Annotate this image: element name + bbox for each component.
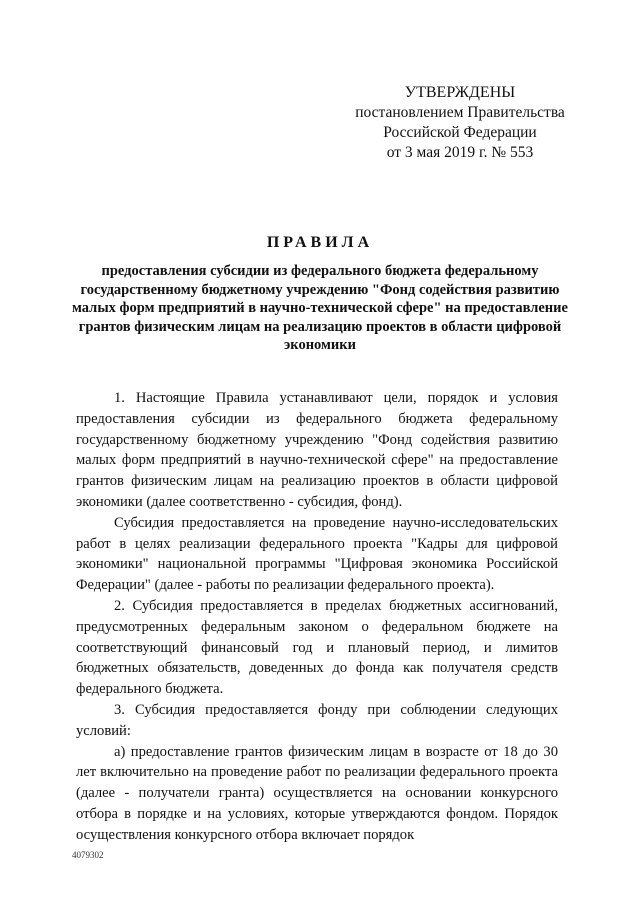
approval-line-1: постановлением Правительства: [355, 104, 565, 121]
paragraph-4: 3. Субсидия предоставляется фонду при соблюдении следующих условий:: [76, 701, 558, 739]
document-number: 4079302: [72, 850, 104, 860]
document-subtitle: предоставления субсидии из федерального бюджета федеральному государственному бюджетному учреждению "Фонд содействия развитию малых форм предприятий в научно-технической сфере" на предоставление грантов физическим лицам на реализацию проектов в области цифровой экономики: [72, 263, 568, 354]
approval-heading: УТВЕРЖДЕНЫ: [404, 84, 516, 101]
document-body: [76, 388, 558, 846]
document-title: ПРАВИЛА: [266, 234, 374, 251]
approval-line-2: Российской Федерации: [383, 124, 537, 141]
paragraph-5: а) предоставление грантов физическим лицам в возрасте от 18 до 30 лет включительно на проведение работ по реализации федерального проекта (далее - получатели гранта) осуществляется на основании конкурсного отбора в порядке и на условиях, которые утверждаются фондом. Порядок осуществления конкурсного отбора включает порядок: [76, 743, 558, 843]
approval-block: [330, 83, 590, 163]
paragraph-1: 1. Настоящие Правила устанавливают цели, порядок и условия предоставления субсидии из федерального бюджета федеральному государственному бюджетному учреждению "Фонд содействия развитию малых форм предприятий в научно-технической сфере" на предоставление грантов физическим лицам на реализацию проектов в области цифровой экономики (далее соответственно - субсидия, фонд).: [76, 390, 558, 510]
paragraph-3: 2. Субсидия предоставляется в пределах бюджетных ассигнований, предусмотренных федеральным законом о федеральном бюджете на соответствующий финансовый год и плановый период, и лимитов бюджетных обязательств, доведенных до фонда как получателя средств федерального бюджета.: [76, 597, 558, 698]
approval-line-3: от 3 мая 2019 г. № 553: [386, 144, 534, 161]
paragraph-2: Субсидия предоставляется на проведение научно-исследовательских работ в целях реализации федерального проекта "Кадры для цифровой экономики" национальной программы "Цифровая экономика Российской Федерации" (далее - работы по реализации федерального проекта).: [76, 514, 558, 594]
